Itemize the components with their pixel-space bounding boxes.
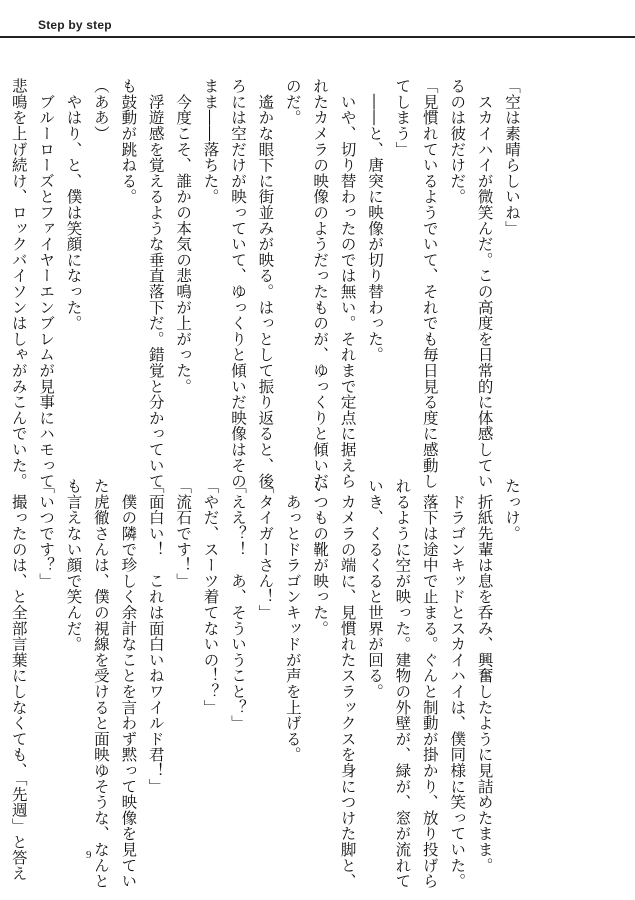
text-line: いつもの靴が映った。	[311, 478, 330, 636]
text-block-top	[0, 78, 525, 489]
text-line: 「ええ？！ あ、そういうこと？」	[228, 478, 247, 731]
text-line: 悲鳴を上げ続け、ロックバイソンはしゃがみこんでいた。	[9, 78, 28, 489]
text-line: 「いつです？」	[37, 478, 56, 589]
text-line: ドラゴンキッドとスカイハイは、僕同様に笑っていた。	[448, 478, 467, 889]
text-line: ろには空だけが映っていて、ゆっくりと傾いだ映像はその	[228, 78, 247, 489]
text-line: れるように空が映った。建物の外壁が、緑が、窓が流れて	[393, 478, 412, 889]
text-line: いや、切り替わったのでは無い。それまで定点に据えら	[338, 78, 357, 489]
text-line: 「空は素晴らしいね」	[503, 78, 521, 236]
text-line: いき、くるくると世界が回る。	[365, 478, 384, 700]
text-line: 僕の隣で珍しく余計なことを言わず黙って映像を見てい	[119, 478, 138, 889]
text-line: 遙かな眼下に街並みが映る。はっとして振り返ると、後	[256, 78, 275, 489]
text-line: てしまう」	[393, 78, 412, 157]
text-line: あっとドラゴンキッドが声を上げる。	[283, 478, 302, 763]
text-line: のだ。	[283, 78, 302, 126]
text-line: 落下は途中で止まる。ぐんと制動が掛かり、放り投げら	[420, 478, 439, 889]
text-line	[0, 78, 4, 426]
text-line: も言えない顔で笑んだ。	[64, 478, 83, 652]
header-rule	[0, 36, 635, 38]
text-line: 撮ったのは、と全部言葉にしなくても、「先週」と答え	[9, 478, 28, 882]
text-line: たっけ。	[503, 478, 521, 542]
text-line: た虎徹さんは、僕の視線を受けると面映ゆそうな、なんと	[91, 478, 110, 889]
page-number: 9	[86, 849, 92, 861]
text-line: 「流石です！」	[174, 478, 193, 589]
text-line: 「やだ、スーツ着てないの！？」	[201, 478, 220, 715]
text-line: カメラの端に、見慣れたスラックスを身につけた脚と、	[338, 478, 357, 889]
text-line: 「面白い！ これは面白いねワイルド君！」	[146, 478, 165, 794]
text-line: ――と、唐突に映像が切り替わった。	[365, 78, 384, 363]
text-line: れたカメラの映像のようだったものが、ゆっくりと傾いだ	[311, 78, 330, 489]
text-line: るのは彼だけだ。	[448, 78, 467, 205]
text-line: やはり、と、僕は笑顔になった。	[64, 78, 83, 331]
text-line: 浮遊感を覚えるような垂直落下だ。錯覚と分かっていて	[146, 78, 165, 489]
text-line: 「見慣れているようでいて、それでも毎日見る度に感動し	[420, 78, 439, 489]
text-block-bottom	[0, 478, 525, 889]
running-header: Step by step	[38, 18, 112, 32]
text-line: （ああ）	[91, 78, 110, 142]
text-line: も鼓動が跳ねる。	[119, 78, 138, 205]
text-line: まま――落ちた。	[201, 78, 220, 205]
text-line: 折紙先輩は息を呑み、興奮したように見詰めたまま。	[475, 478, 494, 873]
text-line: 今度こそ、誰かの本気の悲鳴が上がった。	[174, 78, 193, 394]
text-line: スカイハイが微笑んだ。この高度を日常的に体感してい	[475, 78, 494, 489]
text-line: 「タイガーさん！」	[256, 478, 275, 621]
text-line: ブルーローズとファイヤーエンブレムが見事にハモって	[37, 78, 56, 489]
